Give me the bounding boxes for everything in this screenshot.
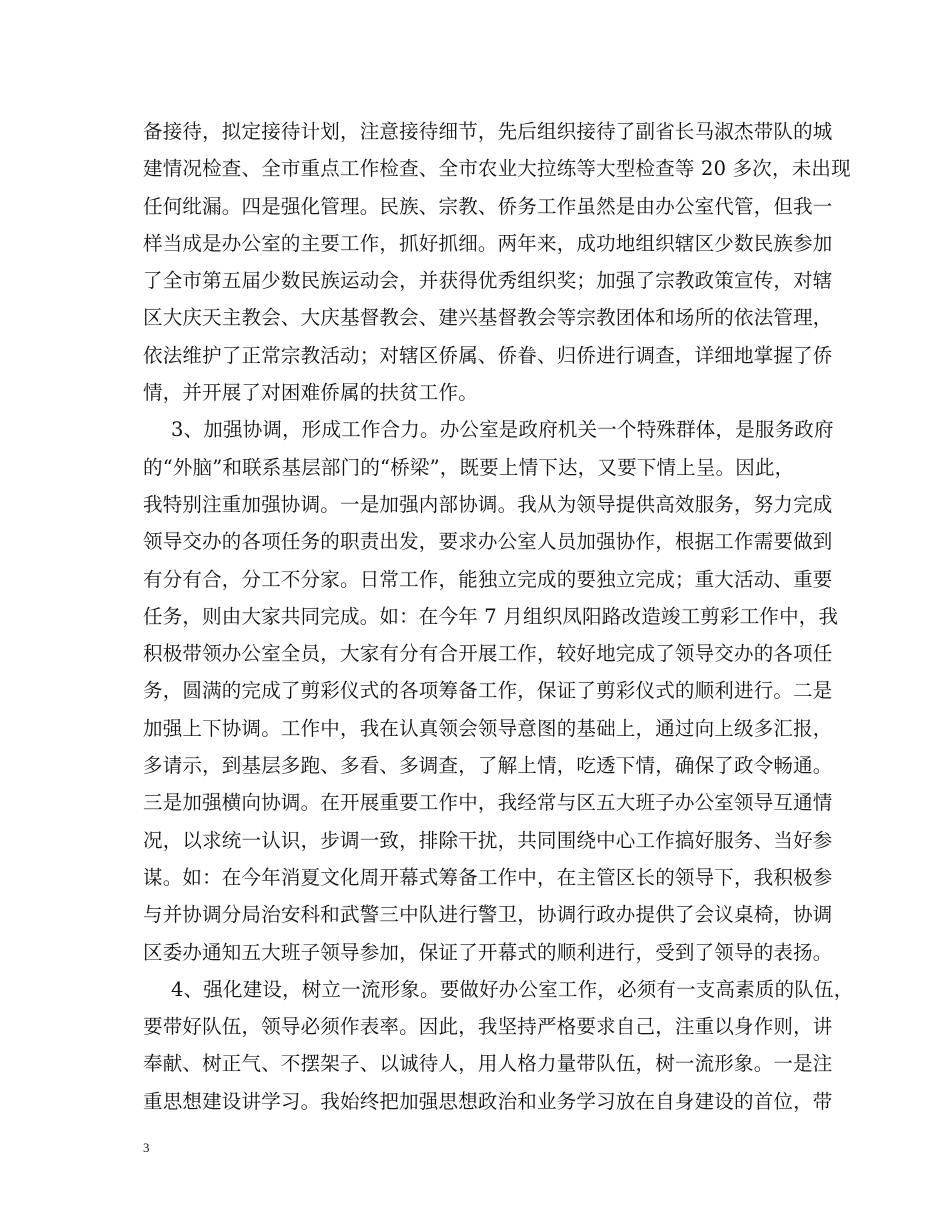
text-line: 4、强化建设，树立一流形象。要做好办公室工作，必须有一支高素质的队伍， (171, 977, 854, 1001)
text-line: 务，圆满的完成了剪彩仪式的各项筹备工作，保证了剪彩仪式的顺利进行。二是 (143, 679, 833, 703)
text-line: 了全市第五届少数民族运动会，并获得优秀组织奖；加强了宗教政策宣传，对辖 (143, 269, 833, 293)
text-line: 3、加强协调，形成工作合力。办公室是政府机关一个特殊群体，是服务政府 (171, 418, 834, 442)
text-line: 的“外脑”和联系基层部门的“桥梁”，既要上情下达，又要下情上呈。因此， (143, 455, 795, 479)
text-line: 要带好队伍，领导必须作表率。因此，我坚持严格要求自己，注重以身作则，讲 (143, 1015, 833, 1039)
text-line: 任何纰漏。四是强化管理。民族、宗教、侨务工作虽然是由办公室代管，但我一 (143, 194, 833, 218)
text-line: 备接待，拟定接待计划，注意接待细节，先后组织接待了副省长马淑杰带队的城 (143, 120, 833, 143)
text-line: 区大庆天主教会、大庆基督教会、建兴基督教会等宗教团体和场所的依法管理， (143, 306, 833, 330)
text-line: 我特别注重加强协调。一是加强内部协调。我从为领导提供高效服务，努力完成 (143, 492, 833, 516)
text-line: 依法维护了正常宗教活动；对辖区侨属、侨眷、归侨进行调查，详细地掌握了侨 (143, 343, 833, 367)
text-line: 三是加强横向协调。在开展重要工作中，我经常与区五大班子办公室领导互通情 (143, 791, 833, 815)
document-body (143, 113, 854, 1120)
text-line: 区委办通知五大班子领导参加，保证了开幕式的顺利进行，受到了领导的表扬。 (143, 940, 833, 964)
text-line: 建情况检查、全市重点工作检查、全市农业大拉练等大型检查等 20 多次，未出现 (143, 157, 851, 181)
text-line: 重思想建设讲学习。我始终把加强思想政治和业务学习放在自身建设的首位，带 (143, 1089, 833, 1113)
text-line: 样当成是办公室的主要工作，抓好抓细。两年来，成功地组织辖区少数民族参加 (143, 231, 833, 255)
text-line: 有分有合，分工不分家。日常工作，能独立完成的要独立完成；重大活动、重要 (143, 567, 833, 591)
text-line: 与并协调分局治安科和武警三中队进行警卫，协调行政办提供了会议桌椅，协调 (143, 903, 833, 927)
text-line: 谋。如：在今年消夏文化周开幕式筹备工作中，在主管区长的领导下，我积极参 (143, 865, 833, 889)
text-line: 况，以求统一认识，步调一致，排除干扰，共同围绕中心工作搞好服务、当好参 (143, 828, 833, 852)
text-line: 奉献、树正气、不摆架子、以诚待人，用人格力量带队伍，树一流形象。一是注 (143, 1052, 833, 1076)
text-line: 领导交办的各项任务的职责出发，要求办公室人员加强协作，根据工作需要做到 (143, 530, 833, 554)
page-number: 3 (143, 1140, 150, 1155)
text-line: 多请示，到基层多跑、多看、多调查，了解上情，吃透下情，确保了政令畅通。 (143, 754, 833, 778)
text-line: 加强上下协调。工作中，我在认真领会领导意图的基础上，通过向上级多汇报， (143, 716, 833, 740)
text-line: 积极带领办公室全员，大家有分有合开展工作，较好地完成了领导交办的各项任 (143, 642, 833, 666)
text-line: 任务，则由大家共同完成。如：在今年 7 月组织凤阳路改造竣工剪彩工作中，我 (143, 604, 839, 628)
text-line: 情，并开展了对困难侨属的扶贫工作。 (143, 381, 478, 405)
